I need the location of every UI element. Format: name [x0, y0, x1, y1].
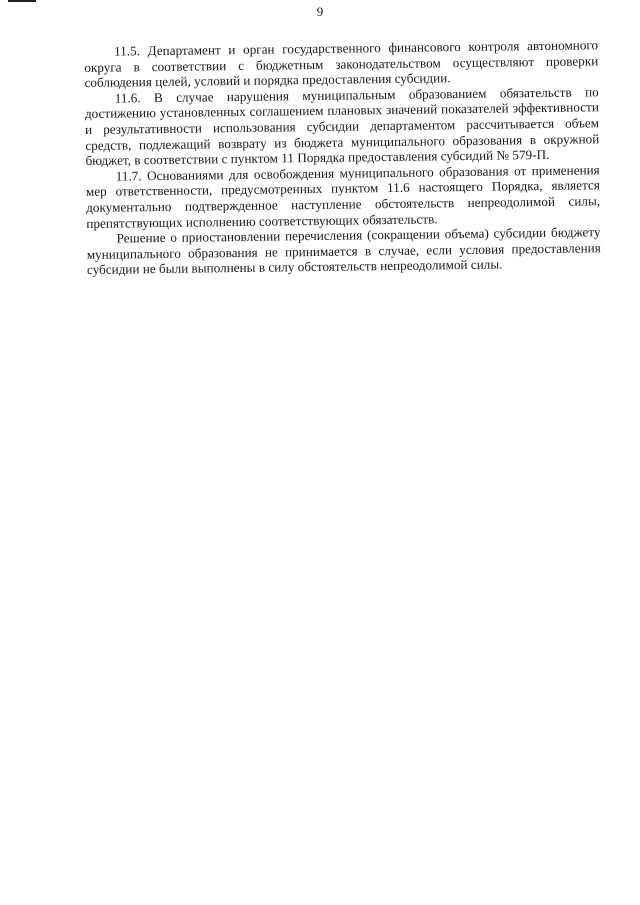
paragraph-11-7: 11.7. Основаниями для освобождения муниципального образования от применения мер ответственности, предусмотренных пунктом 11.6 настоящего Порядка, является документально подтвержденное наступление обстоятельств непреодолимой силы, препятствующих исполнению соответствующих обязательств. — [85, 162, 601, 231]
document-body — [84, 37, 601, 278]
paragraph-11-5: 11.5. Департамент и орган государственного финансового контроля автономного округа в соответствии с бюджетным законодательством осуществляют проверки соблюдения целей, условий и порядка предоставления субсидии. — [84, 37, 599, 91]
paragraph-11-6: 11.6. В случае нарушения муниципальным образованием обязательств по достижению установленных соглашением плановых значений показателей эффективности и результативности использования субсидии департаментом рассчитывается объем средств, подлежащий возврату из бюджета муниципального образования в окружной бюджет, в соответствии с пунктом 11 Порядка предоставления субсидий № 579-П. — [84, 84, 600, 169]
page-number: 9 — [316, 4, 324, 19]
paragraph-decision: Решение о приостановлении перечисления (сокращении объема) субсидии бюджету муниципального образования не принимается в случае, если условия предоставления субсидии не были выполнены в силу обстоятельств непреодолимой силы. — [86, 224, 601, 278]
scan-corner-mark — [8, 0, 36, 2]
